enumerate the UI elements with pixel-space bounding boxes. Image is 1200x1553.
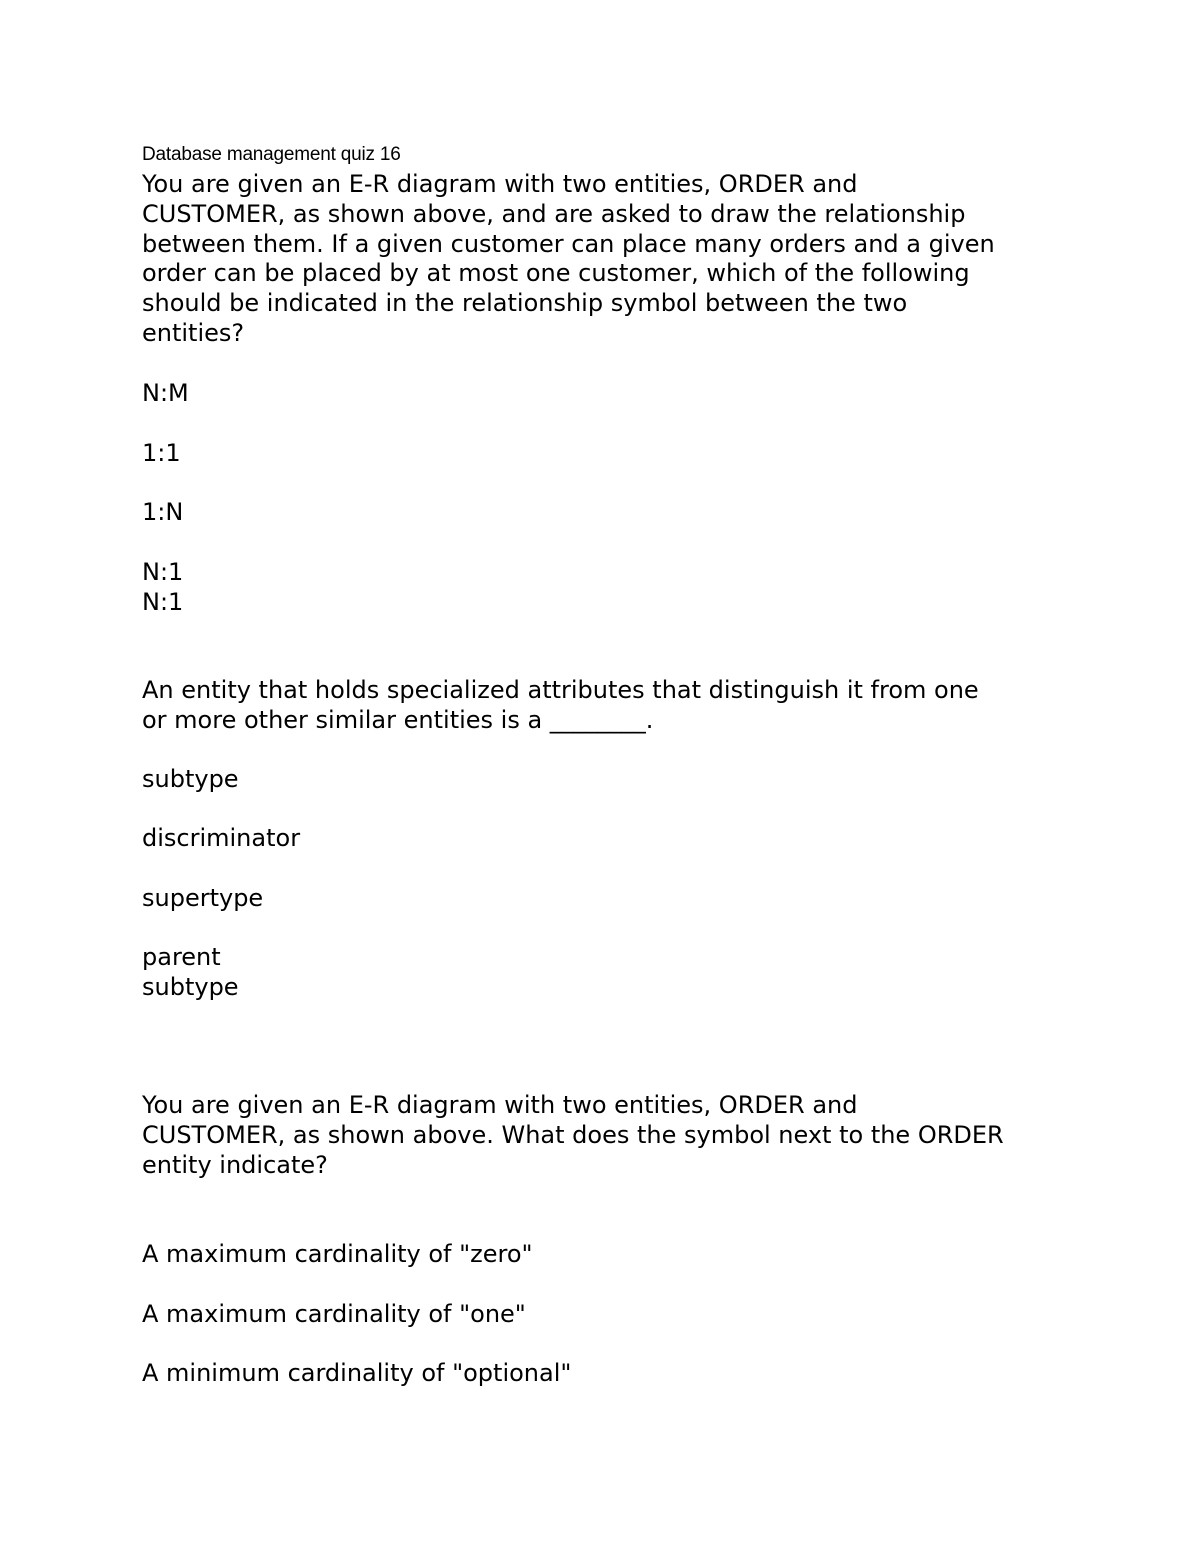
question-3-option: A maximum cardinality of "zero" (142, 1240, 533, 1268)
document-title: Database management quiz 16 (142, 144, 401, 165)
question-3-option: A maximum cardinality of "one" (142, 1300, 526, 1328)
question-2-line: or more other similar entities is a ________. (142, 706, 654, 734)
question-1-answer: N:1 (142, 588, 184, 616)
question-3-option: A minimum cardinality of "optional" (142, 1359, 572, 1387)
question-1-option: 1:1 (142, 439, 181, 467)
question-2-option: discriminator (142, 824, 301, 852)
question-1-line: You are given an E-R diagram with two entities, ORDER and (142, 170, 858, 198)
question-1-line: should be indicated in the relationship symbol between the two (142, 289, 908, 317)
question-1-option: 1:N (142, 498, 184, 526)
question-2-line: An entity that holds specialized attributes that distinguish it from one (142, 676, 979, 704)
question-1-line: entities? (142, 319, 245, 347)
question-3-line: You are given an E-R diagram with two entities, ORDER and (142, 1091, 858, 1119)
question-2-option: parent (142, 943, 221, 971)
question-1-line: CUSTOMER, as shown above, and are asked to draw the relationship (142, 200, 966, 228)
question-3-line: entity indicate? (142, 1151, 328, 1179)
question-1-option: N:M (142, 379, 189, 407)
question-2-option: supertype (142, 884, 264, 912)
question-2-answer: subtype (142, 973, 239, 1001)
question-1-line: order can be placed by at most one customer, which of the following (142, 259, 970, 287)
question-2-option: subtype (142, 765, 239, 793)
question-1-option: N:1 (142, 558, 184, 586)
question-3-line: CUSTOMER, as shown above. What does the symbol next to the ORDER (142, 1121, 1004, 1149)
question-1-line: between them. If a given customer can place many orders and a given (142, 230, 995, 258)
